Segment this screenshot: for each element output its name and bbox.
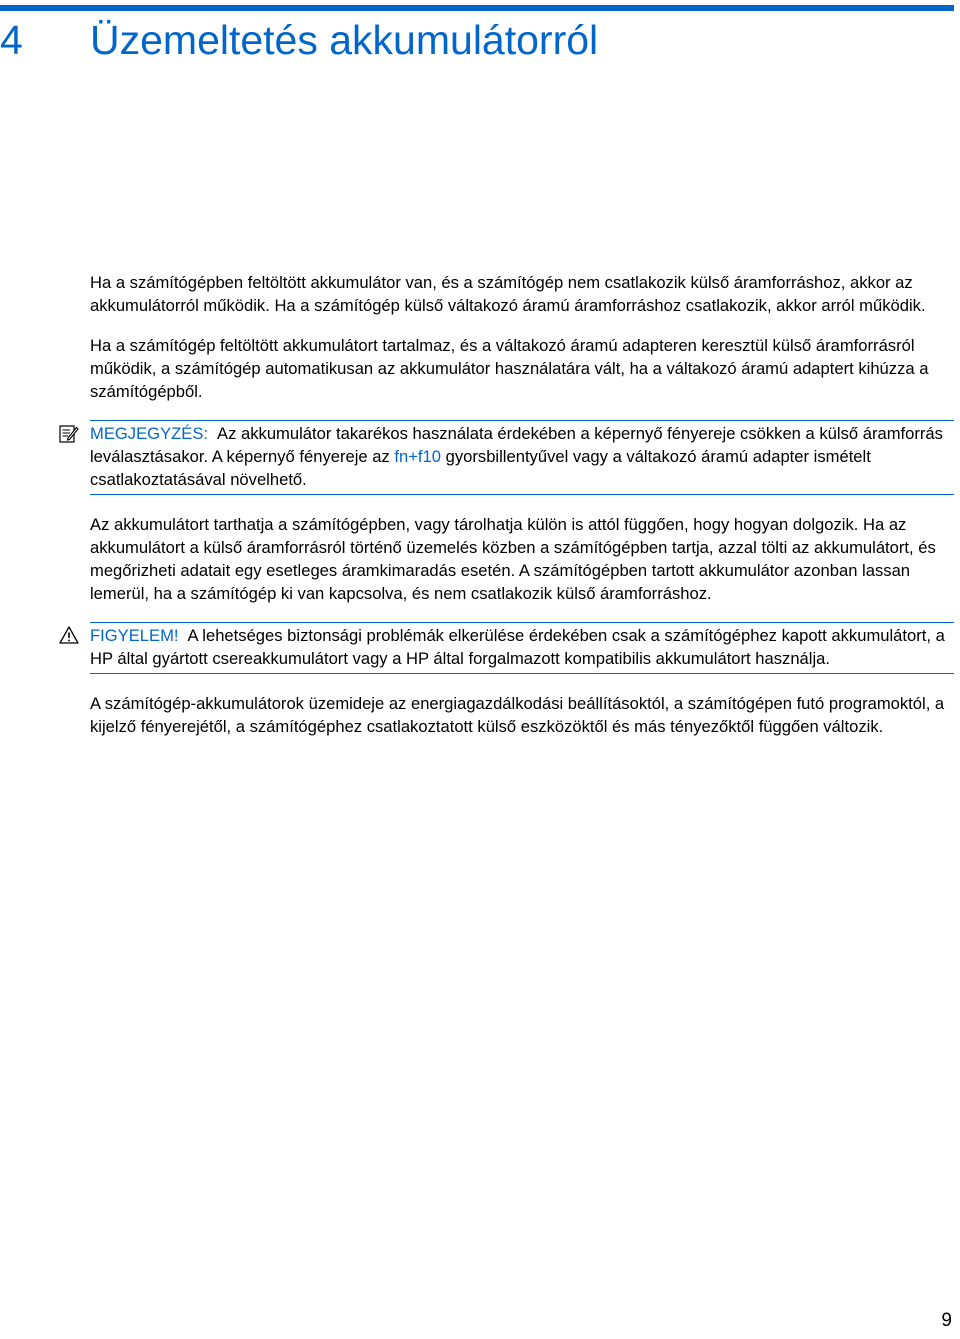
body-paragraph-3: Az akkumulátort tarthatja a számítógépben, vagy tárolhatja külön is attól függően, hogy hogyan dolgozik. Ha az akkumulátort a külső áramforrásról történő üzemelés közben a számítógépben tartja, azzal tölti az akkumulátort, és megőrizheti adatait egy esetleges áramkimaradás esetén. A számítógépben tartott akkumulátor azonban lassan lemerül, ha a számítógép ki van kapcsolva, és nem csatlakozik külső áramforráshoz. xyxy=(90,515,936,603)
chapter-title: Üzemeltetés akkumulátorról xyxy=(90,17,599,63)
page-number: 9 xyxy=(941,1310,952,1331)
body-paragraph-2: Ha a számítógép feltöltött akkumulátort tartalmaz, és a váltakozó áramú adapteren keresztül külső áramforrásról működik, a számítógép automatikusan az akkumulátor használatára vált, ha a váltakozó áramú adaptert kihúzza a számítógépből. xyxy=(90,336,929,401)
note-text-end: gyorsbillentyűvel vagy a váltakozó áramú adapter ismételt csatlakoztatásával növelhető. xyxy=(90,447,871,489)
chapter-number: 4 xyxy=(0,17,23,63)
note-text-start: Az akkumulátor takarékos használata érdekében a képernyő fényereje csökken a külső áramforrás leválasztásakor. A képernyő fényereje az xyxy=(90,424,943,466)
caution-box xyxy=(90,622,954,674)
chapter-body xyxy=(90,271,954,755)
note-label: MEGJEGYZÉS: xyxy=(90,424,209,443)
note-hotkey: fn+f10 xyxy=(394,447,442,466)
caution-text: A lehetséges biztonsági problémák elkerülése érdekében csak a számítógéphez kapott akkumulátort, a HP által gyártott csereakkumulátort vagy a HP által forgalmazott kompatibilis akkumulátort használja. xyxy=(90,626,945,668)
chapter-heading xyxy=(0,16,598,64)
note-box xyxy=(90,420,954,495)
warning-triangle-icon xyxy=(59,625,79,645)
body-paragraph-1: Ha a számítógépben feltöltött akkumulátor van, és a számítógép nem csatlakozik külső áramforráshoz, akkor az akkumulátorról működik. Ha a számítógép külső váltakozó áramú áramforráshoz csatlakozik, akkor arról működik. xyxy=(90,273,926,315)
caution-label: FIGYELEM! xyxy=(90,626,179,645)
body-paragraph-4: A számítógép-akkumulátorok üzemideje az energiagazdálkodási beállításoktól, a számítógépen futó programoktól, a kijelző fényerejétől, a számítógéphez csatlakoztatott külső eszközöktől és más tényezőktől függően változik. xyxy=(90,694,945,736)
chapter-top-rule xyxy=(0,5,954,11)
note-pencil-icon xyxy=(59,423,79,443)
